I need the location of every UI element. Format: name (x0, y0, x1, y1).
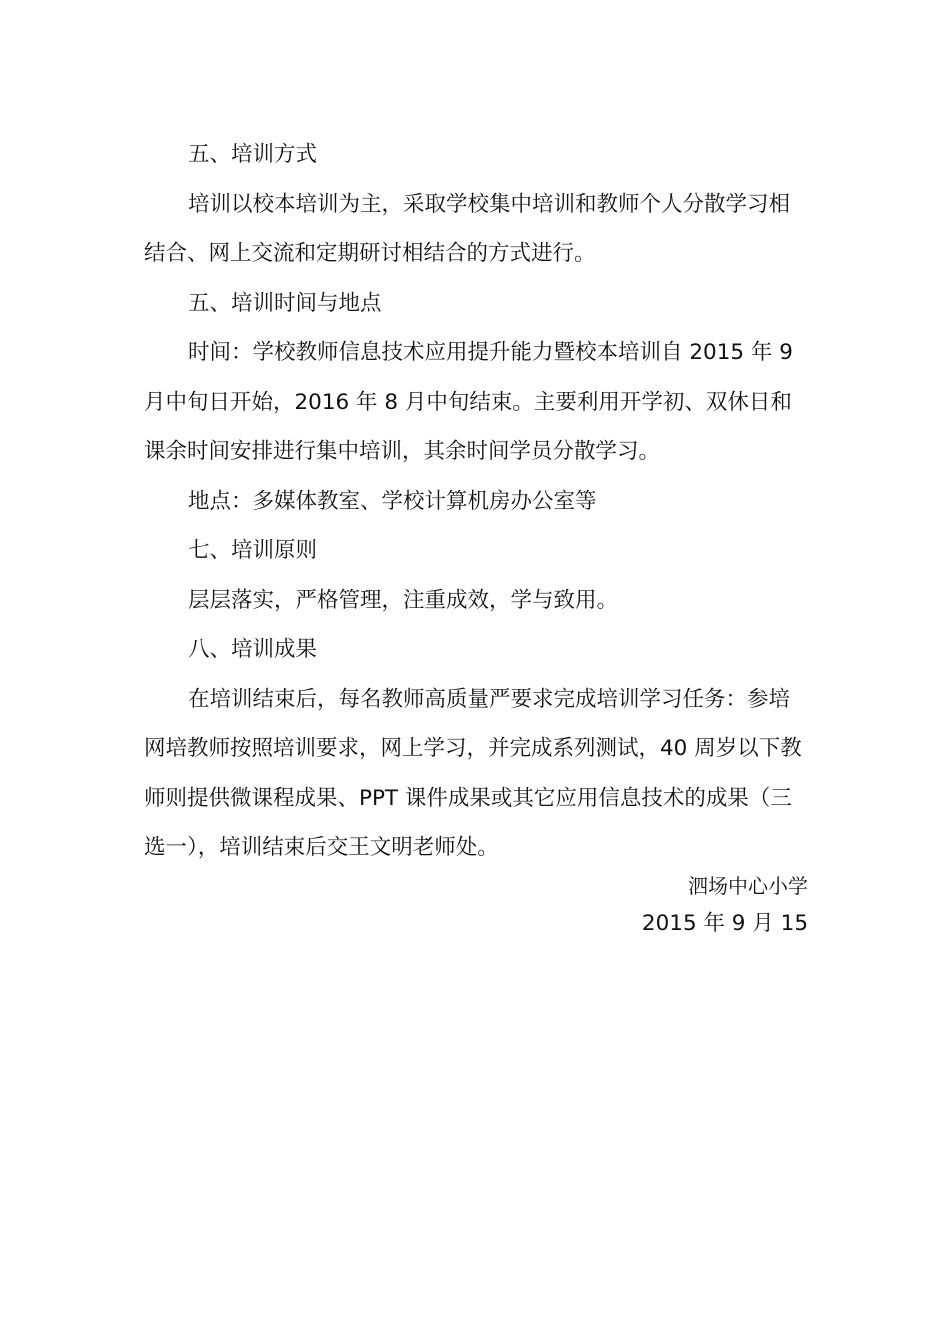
section8-body-end: 处。 (455, 835, 499, 860)
signature-date: 2015 年 9 月 15 (641, 910, 808, 936)
section8-body (144, 675, 808, 873)
section8-body-recipient: 交王文明老师 (326, 835, 456, 860)
section6-heading: 五、培训时间与地点 (188, 290, 382, 316)
section8-body-text: 在培训结束后，每名教师高质量严要求完成培训学习任务：参培网培教师按照培训要求，网上学习，并完成系列测试，40 周岁以下教师则提供微课程成果、PPT 课件成果或其它应用信息技术的成果（三选一），培训结束后 (144, 686, 802, 860)
section8-heading: 八、培训成果 (188, 637, 318, 662)
section7-body: 层层落实，严格管理，注重成效，学与致用。 (188, 587, 619, 613)
time-paragraph: 时间：学校教师信息技术应用提升能力暨校本培训自 2015 年 9 月中旬日开始，2016 年 8 月中旬结束。主要利用开学初、双休日和课余时间安排进行集中培训，其余时间学员分散学习。 (144, 340, 793, 464)
section5-body: 培训以校本培训为主，采取学校集中培训和教师个人分散学习相结合、网上交流和定期研讨相结合的方式进行。 (144, 191, 791, 266)
signature-school: 泗场中心小学 (688, 873, 808, 898)
section5-heading: 五、培训方式 (188, 142, 318, 167)
section7-heading: 七、培训原则 (188, 538, 318, 563)
place-paragraph: 地点：多媒体教室、学校计算机房办公室等 (188, 488, 597, 514)
document-body (144, 130, 808, 943)
